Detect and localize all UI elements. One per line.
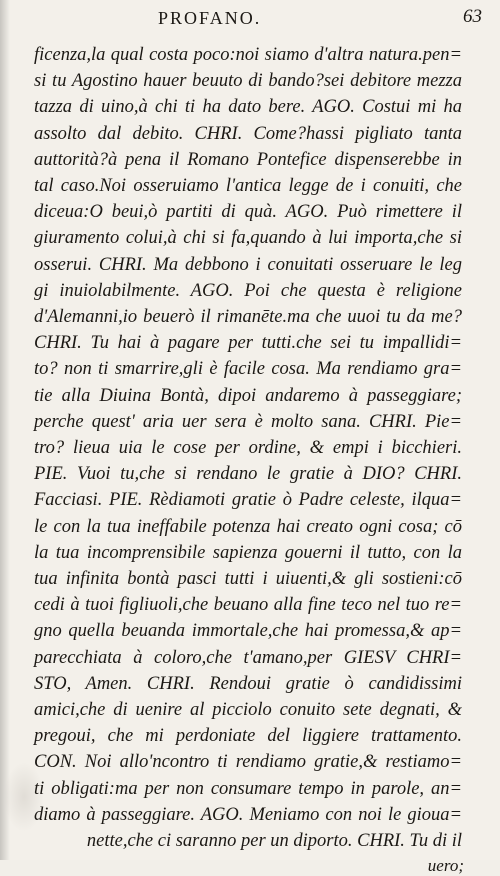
text-line: giuramento colui,à chi si fa,quando à lui importa,che si: [34, 228, 462, 249]
text-line: diamo à passeggiare. AGO. Meniamo con noi le gioua=: [34, 804, 462, 825]
page-number: 63: [463, 6, 482, 27]
text-line: diceua:O beui,ò partiti di quà. AGO. Può rimettere il: [34, 202, 462, 223]
text-line: tro? lieua uia le cose per ordine, & empi i bicchieri.: [34, 438, 462, 458]
text-line: tazza di uino,à chi ti ha dato bere. AGO. Costui mi ha: [34, 97, 462, 118]
text-line: to? non ti smarrire,gli è facile cosa. Ma rendiamo gra=: [34, 359, 462, 380]
text-line: auttorità?à pena il Romano Pontefice dispenserebbe in: [34, 149, 462, 170]
text-line: gno quella beuanda immortale,che hai promessa,& ap=: [34, 621, 462, 642]
text-line: perche quest' aria uer sera è molto sana. CHRI. Pie=: [34, 411, 462, 432]
bleed-through-mark: [4, 762, 44, 832]
text-line: PIE. Vuoi tu,che si rendano le gratie à DIO? CHRI.: [34, 464, 462, 485]
text-line: Facciasi. PIE. Rèdiamoti gratie ò Padre celeste, ilqua=: [34, 490, 462, 511]
text-line: d'Alemanni,io beuerò il rimanēte.ma che uuoi tu da me?: [34, 307, 462, 327]
text-line: gi inuiolabilmente. AGO. Poi che questa è religione: [34, 280, 462, 301]
text-line: la tua incomprensibile sapienza gouerni il tutto, con la: [34, 542, 462, 563]
spine-shadow: [0, 0, 10, 860]
catchword: uero;: [427, 856, 464, 876]
text-line: ti obligati:ma per non consumare tempo in parole, an=: [34, 778, 462, 799]
text-line: pregoui, che mi perdoniate del liggiere trattamento.: [34, 726, 462, 747]
text-line: tie alla Diuina Bontà, dipoi andaremo à passeggiare;: [34, 385, 462, 406]
text-line: tal caso.Noi osseruiamo l'antica legge de i conuiti, che: [34, 176, 462, 196]
text-line: si tu Agostino hauer beuuto di bando?sei debitore mezza: [34, 71, 462, 92]
text-line: osserui. CHRI. Ma debbono i conuitati osseruare le leg: [34, 254, 462, 275]
text-line: CHRI. Tu hai à pagare per tutti.che sei tu impallidi=: [34, 333, 462, 354]
text-line: cedi à tuoi figliuoli,che beuano alla fine teco nel tuo re=: [34, 595, 462, 616]
text-line: assolto dal debito. CHRI. Come?hassi pigliato tanta: [34, 123, 462, 144]
text-line: STO, Amen. CHRI. Rendoui gratie ò candidissimi: [34, 673, 462, 694]
page-header: [0, 6, 500, 36]
text-line: le con la tua ineffabile potenza hai creato ogni cosa; cō: [34, 516, 462, 537]
text-line: ficenza,la qual costa poco:noi siamo d'altra natura.pen=: [34, 45, 462, 65]
text-line: nette,che ci saranno per un diporto. CHRI. Tu di il: [86, 831, 462, 851]
text-line: CON. Noi allo'ncontro ti rendiamo gratie,& restiamo=: [34, 752, 462, 773]
text-line: parecchiata à coloro,che t'amano,per GIESV CHRI=: [34, 647, 462, 668]
text-line: amici,che di uenire al picciolo conuito sete degnati, &: [34, 700, 462, 720]
text-line: tua infinita bontà pasci tutti i uiuenti,& gli sostieni:cō: [34, 569, 462, 589]
running-head: PROFANO.: [158, 8, 262, 28]
